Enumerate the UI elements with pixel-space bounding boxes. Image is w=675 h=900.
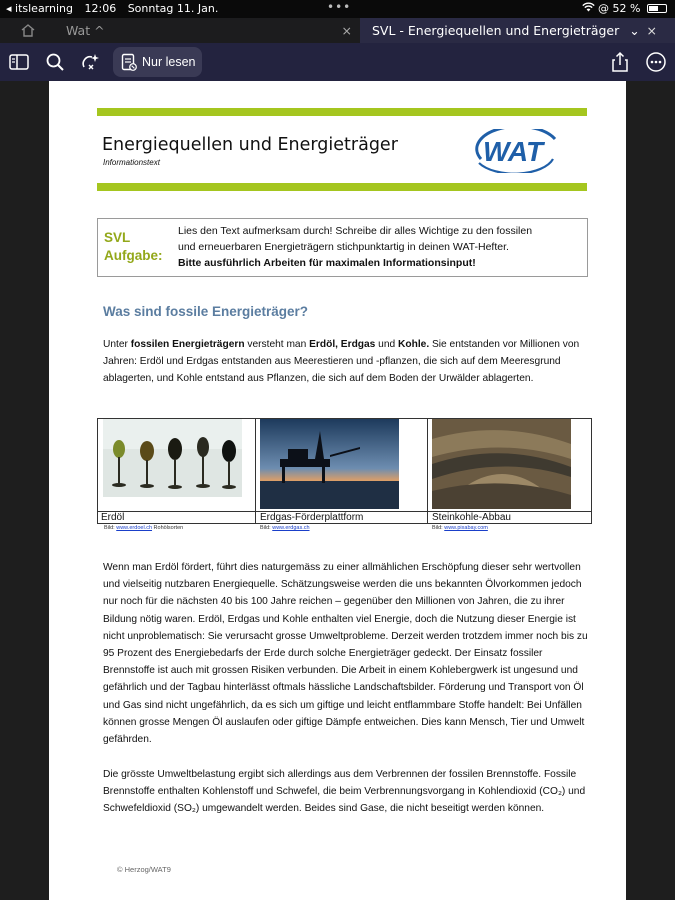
tab-wat[interactable] (56, 18, 360, 43)
section-heading: Was sind fossile Energieträger? (103, 304, 309, 319)
credit-steinkohle: Bild: www.pixabay.com (432, 525, 488, 531)
wat-logo-text: WAT (483, 136, 544, 167)
caption-erdgas: Erdgas-Förderplattform (260, 512, 364, 523)
task-label (104, 229, 163, 265)
status-time: 12:06 (84, 2, 117, 15)
battery-percent: 52 % (612, 2, 641, 15)
battery-icon (647, 4, 667, 13)
intro-paragraph: Unter fossilen Energieträgern versteht man Erdöl, Erdgas und Kohle. Sie entstanden vor Millionen von Jahren: Erdöl und Erdgas entstanden aus Meerestieren und -pflanzen, die sich auf dem Meeresgrund ablagerten, und Kohle entstand aus Pflanzen, die sich auf dem Boden der Urwälder ablagerten. (103, 339, 580, 385)
share-icon[interactable] (609, 51, 631, 73)
search-icon[interactable] (44, 51, 66, 73)
task-instructions (178, 223, 532, 271)
task-line1: Lies den Text aufmerksam durch! Schreibe dir alles Wichtige zu den fossilen (178, 225, 533, 237)
image-table (97, 418, 592, 531)
sidebar-toggle-icon[interactable] (8, 51, 30, 73)
tab-svl-label: SVL - Energiequellen und Energieträger (372, 23, 620, 38)
document-page[interactable] (49, 81, 626, 900)
home-tab[interactable] (0, 18, 56, 43)
document-subtitle: Informationstext (103, 158, 160, 167)
paragraph-2: Wenn man Erdöl fördert, führt dies naturgemäss zu einer allmählichen Erschöpfung dieser sehr wertvollen und vielseitig nutzbaren Energiequelle. Schätzungsweise werden die uns bekannten Ölvorkommen jedoch nur noch für die nächsten 40 bis 100 Jahre reichen – gegenüber den Millionen von Jahren, die zu ihrer Bildung nötig waren. Erdöl, Erdgas und Kohle enthalten viel Energie, doch die Nutzung dieser Energie ist nicht unproblematisch: Sie verursacht grosse Umweltprobleme. Derzeit werden trotzdem immer noch bis zu 95 Prozent des Energiebedarfs der Erde durch solche Energieträger gedeckt. Der Einsatz fossiler Brennstoffe ist auch mit grossen Risiken verbunden. Die Arbeit in einem Kohlebergwerk ist ungesund und gefährlich und der Tagbau hinterlässt oftmals hässliche Landschaftsbilder. Förderung und Transport von Öl und Gas sind nicht ungefährlich, da es sich um giftige und leicht entflammbare Stoffe handelt: Bei Unfällen können grosse Mengen Öl auslaufen oder giftige Dämpfe entweichen. Dies kann Mensch, Tier und Umwelt gefährden. (103, 562, 588, 746)
read-only-button[interactable] (113, 47, 202, 77)
read-only-label: Nur lesen (142, 55, 196, 69)
multitasking-dots-icon[interactable]: ••• (327, 0, 352, 14)
image-erdoel (103, 419, 242, 523)
close-tab-wat-icon[interactable]: × (341, 23, 352, 38)
ai-sparkle-icon[interactable] (80, 51, 102, 73)
toolbar (0, 43, 675, 81)
header-green-bar-top (97, 108, 587, 116)
task-line2: und erneuerbaren Energieträgern stichpunktartig in deinen WAT-Hefter. (178, 241, 509, 253)
paragraph-3: Die grösste Umweltbelastung ergibt sich allerdings aus dem Verbrennen der fossilen Brennstoffe. Fossile Brennstoffe enthalten Kohlenstoff und Schwefel, die beim Verbrennungsvorgang in Kohlendioxid (CO₂) und Schwefeldioxid (SO₂) umgewandelt werden. Beides sind Gase, die nicht beseitigt werden können. (103, 769, 586, 815)
image-erdgas-plattform (260, 419, 399, 523)
credit-link-erdoel[interactable]: www.erdoel.ch (116, 525, 153, 531)
close-tab-svl-icon[interactable]: × (646, 23, 657, 38)
status-date: Sonntag 11. Jan. (127, 2, 219, 15)
task-label-line2: Aufgabe: (104, 248, 163, 263)
image-table-divider-1 (255, 419, 256, 523)
credit-link-steinkohle[interactable]: www.pixabay.com (444, 525, 488, 531)
header-green-bar-bottom (97, 183, 587, 191)
tab-bar (0, 18, 675, 43)
tab-wat-label: Wat ^ (66, 23, 105, 38)
image-steinkohle (432, 419, 571, 523)
tab-svl[interactable] (360, 18, 675, 43)
caption-steinkohle: Steinkohle-Abbau (432, 512, 511, 523)
credit-erdoel: Bild: www.erdoel.ch Rohölsorten (104, 525, 184, 531)
task-box (97, 218, 588, 277)
image-table-divider-2 (427, 419, 428, 523)
orientation-lock-icon: @ (598, 2, 610, 15)
home-icon (21, 24, 35, 37)
back-to-app-link[interactable]: ◂ itslearning (6, 2, 73, 15)
document-title: Energiequellen und Energieträger (102, 135, 398, 155)
credit-link-erdgas[interactable]: www.erdgas.ch (272, 525, 310, 531)
more-options-icon[interactable] (645, 51, 667, 73)
chevron-down-icon[interactable]: ⌄ (629, 23, 640, 38)
footer-copyright: © Herzog/WAT9 (117, 865, 171, 874)
status-bar (0, 0, 675, 18)
task-line3: Bitte ausführlich Arbeiten für maximalen Informationsinput! (178, 257, 476, 269)
task-label-line1: SVL (104, 230, 131, 245)
wifi-icon (582, 2, 599, 15)
credit-erdgas: Bild: www.erdgas.ch (260, 525, 310, 531)
wat-logo (473, 129, 561, 178)
document-edit-icon (121, 53, 137, 71)
caption-erdoel: Erdöl (101, 512, 125, 523)
